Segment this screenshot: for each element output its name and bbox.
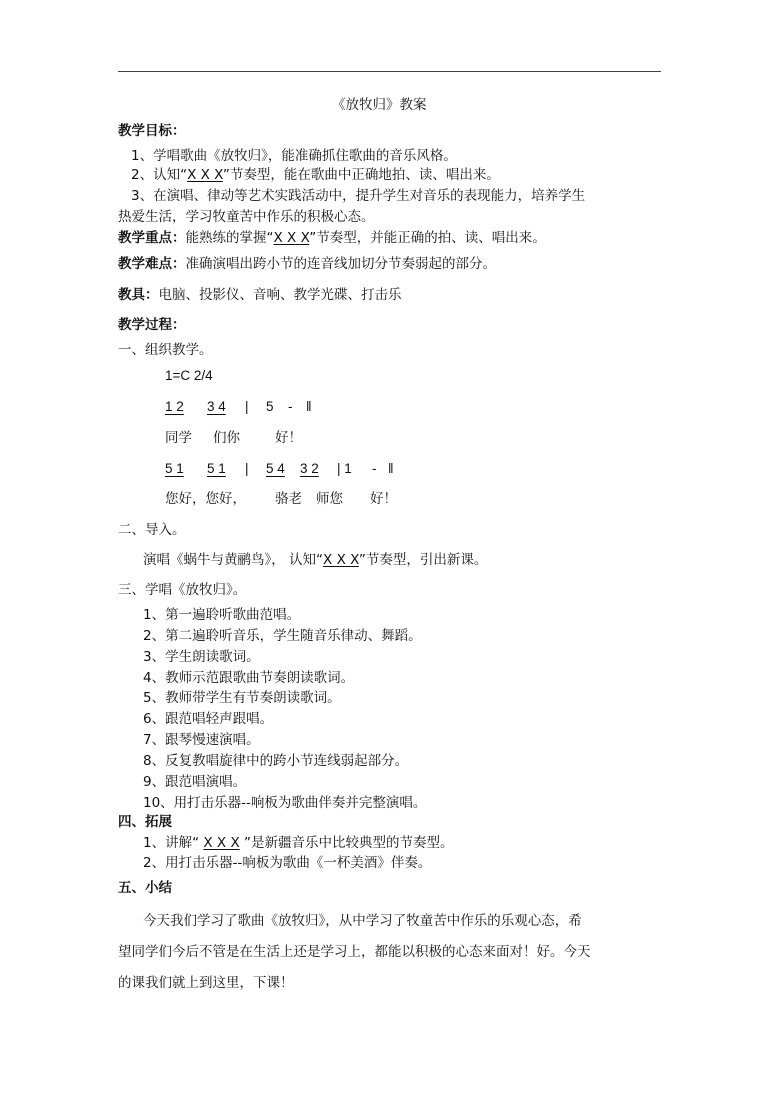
goal-item-1: 1、学唱歌曲《放牧归》，能准确抓住歌曲的音乐风格。 (131, 148, 457, 164)
document-title: 《放牧归》教案 (332, 97, 427, 113)
step-item: 8、反复教唱旋律中的跨小节连线弱起部分。 (143, 753, 409, 769)
step-item: 1、第一遍聆听歌曲范唱。 (143, 607, 301, 623)
key-point: 教学重点：能熟练的掌握“X X X”节奏型，并能正确的拍、读、唱出来。 (118, 230, 546, 246)
score-note: 3 4 (207, 399, 226, 414)
score-note: | 1 (337, 461, 352, 476)
score-dash: - (288, 399, 293, 414)
summary-line-3: 的课我们就上到这里，下课！ (118, 975, 294, 991)
key-signature: 1=C 2/4 (165, 368, 213, 383)
score-note: 3 2 (300, 461, 319, 476)
score-note: 5 1 (207, 461, 226, 476)
score-dash: - (372, 461, 377, 476)
score-end-barline: ‖ (306, 399, 312, 414)
section3-heading: 三、学唱《放牧归》。 (118, 582, 247, 598)
lyric: 好！ (370, 491, 397, 507)
header-rule (118, 71, 661, 72)
section5-heading: 五、小结 (118, 880, 172, 896)
summary-line-1: 今天我们学习了歌曲《放牧归》，从中学习了牧童苦中作乐的乐观心态，希 (143, 913, 582, 929)
step-item: 6、跟范唱轻声跟唱。 (143, 711, 274, 727)
score-note: 5 1 (165, 461, 184, 476)
rhythm-xxx: X X X (323, 552, 359, 568)
lyric: 同学 (165, 430, 192, 446)
tools: 教具：电脑、投影仪、音响、教学光碟、打击乐 (118, 287, 402, 303)
section4-heading: 四、拓展 (118, 814, 172, 830)
score-end-barline: ‖ (388, 461, 394, 476)
score-barline: | (245, 461, 249, 476)
lyric: 好！ (275, 430, 302, 446)
goal-item-3b: 热爱生活，学习牧童苦中作乐的积极心态。 (118, 209, 375, 225)
difficulty: 教学难点：准确演唱出跨小节的连音线加切分节奏弱起的部分。 (118, 256, 496, 272)
score-barline: | (245, 399, 249, 414)
step-item: 10、用打击乐器--响板为歌曲伴奏并完整演唱。 (143, 795, 427, 811)
summary-line-2: 望同学们今后不管是在生活上还是学习上，都能以积极的心态来面对！好。今天 (118, 944, 591, 960)
lyric: 师您 (316, 491, 343, 507)
goal-item-2: 2、认知“X X X”节奏型，能在歌曲中正确地拍、读、唱出来。 (131, 167, 500, 183)
step-item: 3、学生朗读歌词。 (143, 649, 260, 665)
rhythm-xxx: X X X (187, 167, 223, 183)
score-note: 5 (266, 399, 274, 414)
step-item: 4、教师示范跟歌曲节奏朗读歌词。 (143, 670, 355, 686)
step-item: 5、教师带学生有节奏朗读歌词。 (143, 690, 341, 706)
section2-heading: 二、导入。 (118, 522, 186, 538)
extension-item-1: 1、讲解“ X X X ”是新疆音乐中比较典型的节奏型。 (143, 835, 454, 851)
rhythm-xxx: X X X (203, 835, 240, 851)
rhythm-xxx: X X X (273, 230, 310, 246)
goals-heading: 教学目标： (118, 123, 186, 139)
step-item: 9、跟范唱演唱。 (143, 774, 247, 790)
lyric: 您好，您好， (165, 491, 246, 507)
section1-heading: 一、组织教学。 (118, 342, 213, 358)
extension-item-2: 2、用打击乐器--响板为歌曲《一杯美酒》伴奏。 (143, 855, 432, 871)
lyric: 们你 (213, 430, 240, 446)
score-note: 1 2 (165, 399, 184, 414)
section2-text: 演唱《蜗牛与黄鹂鸟》， 认知“X X X”节奏型，引出新课。 (143, 552, 488, 568)
score-note: 5 4 (266, 461, 285, 476)
goal-item-3a: 3、在演唱、律动等艺术实践活动中，提升学生对音乐的表现能力，培养学生 (131, 188, 586, 204)
process-heading: 教学过程： (118, 317, 186, 333)
step-item: 7、跟琴慢速演唱。 (143, 732, 260, 748)
lyric: 骆老 (275, 491, 302, 507)
step-item: 2、第二遍聆听音乐，学生随音乐律动、舞蹈。 (143, 628, 422, 644)
